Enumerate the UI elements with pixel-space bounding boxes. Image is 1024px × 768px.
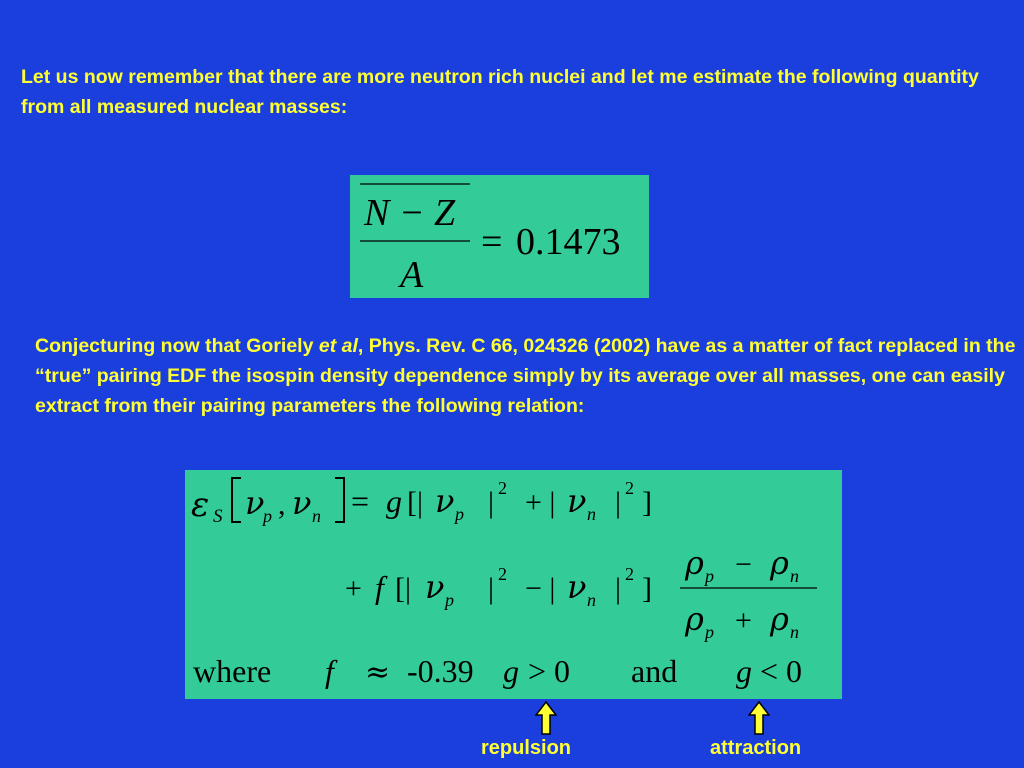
ratio-formula [350,175,649,298]
f-symbol: f [375,569,384,605]
ratio-formula-box [350,175,649,298]
minus-sign: − [735,548,752,581]
formula-denominator: A [400,254,424,296]
rho-p-num-sub: p [705,566,714,586]
sub-p-2: p [455,504,464,524]
g-symbol-3: g [736,653,752,689]
nu-n: ν [292,484,312,522]
conjecture-text [35,331,1020,421]
formula-numerator: N − Z [364,192,456,234]
attraction-label: attraction [710,737,802,759]
rho-n-num-sub: n [790,566,799,586]
plus-sign-2: + [735,604,752,637]
rho-n-den-sub: n [790,622,799,642]
abs-bar-2: | [615,486,622,519]
nu-p-3: ν [425,568,445,606]
rho-n-num: ρ [770,544,789,582]
abs-bar: | [488,486,495,519]
pairing-formula [185,470,842,699]
coefficient: -0.39 [407,653,474,689]
close-bracket-2: ] [642,572,652,605]
nu-p: ν [245,484,265,522]
sub-p-3: p [445,590,454,610]
sub-p: p [263,506,272,526]
repulsion-label: repulsion [481,737,572,759]
rho-n-den: ρ [770,600,789,638]
rho-p-num: ρ [685,544,704,582]
nu-n-3: ν [567,568,587,606]
close-bracket: ] [642,486,652,519]
nu-n-2: ν [567,482,587,520]
pairing-formula-box [185,470,842,699]
repulsion-arrow-icon [535,701,557,735]
exp-2: 2 [498,478,507,498]
g-symbol-2: g [503,653,519,689]
intro-text: Let us now remember that there are more neutron rich nuclei and let me estimate the following quantity from all measured nuclear masses: [21,66,979,118]
plus-abs: + | [525,486,556,519]
approx-sign: ≈ [365,655,391,690]
plus-sign: + [345,572,362,605]
open-bracket-2: [| [395,572,411,605]
sub-n: n [312,506,321,526]
sub-n-2: n [587,504,596,524]
rho-p-den: ρ [685,600,704,638]
open-bracket: [| [407,486,423,519]
conjecture-text-end: , Phys. Rev. C 66, 024326 (2002) have as a matter of fact replaced in the “true” pairing EDF the isospin density dependence simply by its average over all masses, one can easily extract from their pairing parameters the following relation: [35,335,1016,417]
attraction-arrow-icon [748,701,770,735]
greater-than-zero: > 0 [528,653,571,689]
exp-2-c: 2 [498,564,507,584]
right-bracket [335,478,344,522]
minus-abs: − | [525,572,556,605]
ratio-value: 0.1473 [516,221,621,263]
less-than-zero: < 0 [760,653,803,689]
rho-p-den-sub: p [705,622,714,642]
and-word: and [631,653,678,689]
equals: = [351,483,370,519]
comma: , [278,488,286,521]
conjecture-text-start: Conjecturing now that Goriely [35,335,319,357]
left-bracket [232,478,241,522]
equals-sign: = [481,221,503,263]
sub-n-3: n [587,590,596,610]
conjecture-italic: et al [318,335,358,357]
exp-2-d: 2 [625,564,634,584]
where-word: where [193,653,272,689]
subscript-s: S [213,506,223,527]
epsilon-symbol: ε [191,485,210,525]
exp-2-b: 2 [625,478,634,498]
g-symbol: g [386,483,402,519]
abs-bar-4: | [615,572,622,605]
nu-p-2: ν [435,482,455,520]
f-symbol-2: f [325,653,334,689]
abs-bar-3: | [488,572,495,605]
